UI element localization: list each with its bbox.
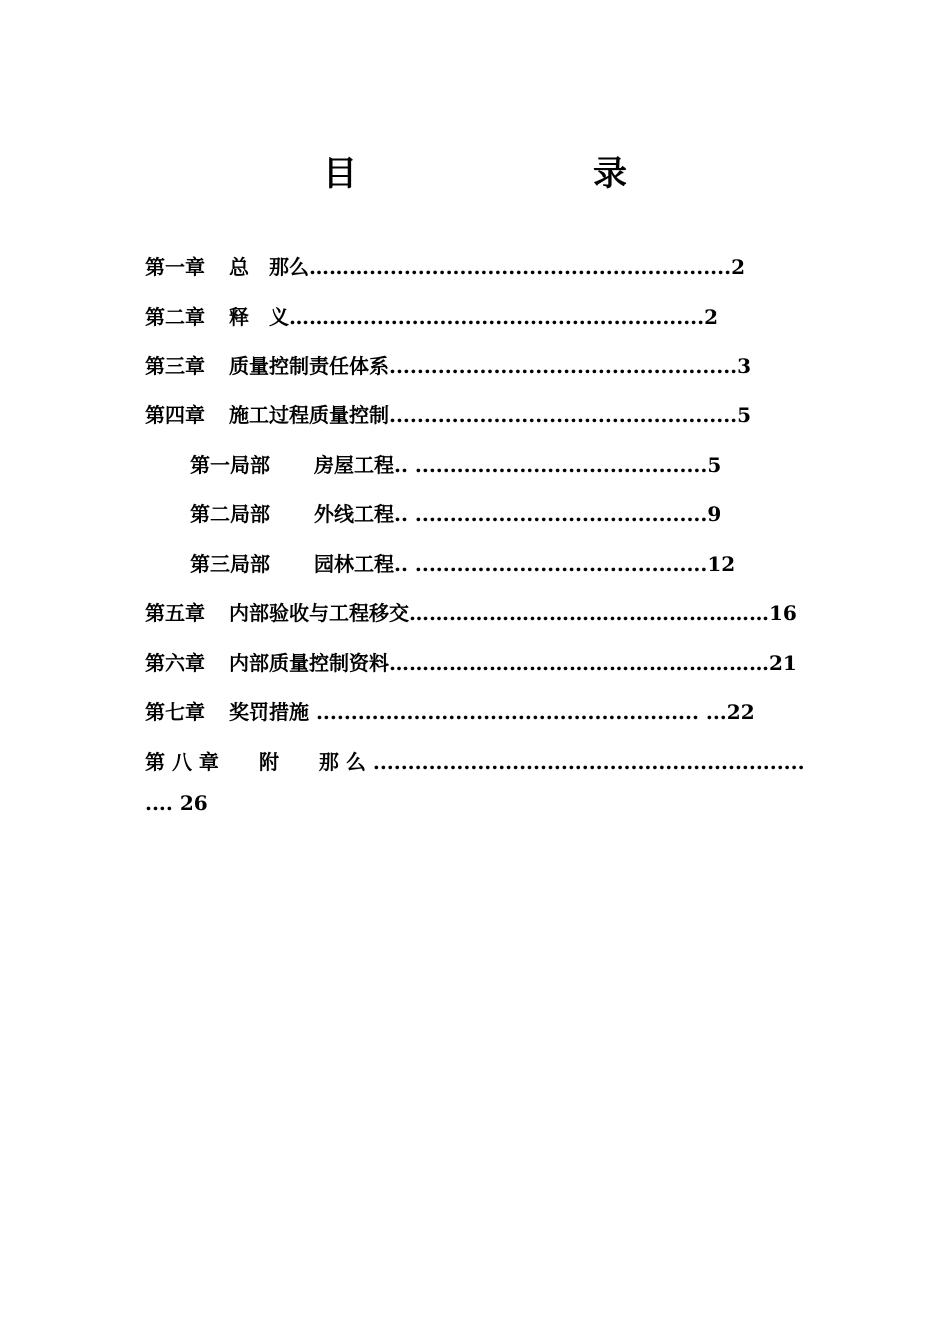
toc-page-number: .... 26 <box>145 791 208 815</box>
toc-heading: 奖罚措施 <box>229 700 309 724</box>
toc-heading: 内部验收与工程移交 <box>229 601 409 625</box>
toc-heading: 质量控制责任体系 <box>229 354 389 378</box>
page-title: 目 录 <box>323 154 683 194</box>
toc-leader: ……….................................................... <box>309 255 732 279</box>
toc-part-label: 第二局部 <box>190 502 270 526</box>
toc-heading: 施工过程质量控制 <box>229 403 389 427</box>
toc-page-number: 2 <box>704 305 719 329</box>
toc-page-number: 21 <box>769 651 797 675</box>
toc-chapter-label: 第 八 章 <box>145 750 219 774</box>
toc-entry-chapter-7[interactable] <box>145 698 755 726</box>
toc-chapter-label: 第七章 <box>145 700 205 724</box>
toc-part-label: 第一局部 <box>190 453 270 477</box>
toc-chapter-label: 第六章 <box>145 651 205 675</box>
toc-heading: 释 义 <box>229 305 289 329</box>
toc-leader: ………................................................... <box>289 305 705 329</box>
toc-leader: .. .......................................... <box>394 552 708 576</box>
toc-entry-chapter-6[interactable] <box>145 649 797 677</box>
toc-entry-chapter-2[interactable] <box>145 303 718 331</box>
toc-chapter-label: 第五章 <box>145 601 205 625</box>
toc-entry-chapter-1[interactable] <box>145 253 745 281</box>
toc-leader: .............................................................. <box>365 750 805 774</box>
toc-chapter-label: 第二章 <box>145 305 205 329</box>
toc-chapter-label: 第一章 <box>145 255 205 279</box>
toc-entry-part-1[interactable] <box>190 451 721 479</box>
toc-page-number: 5 <box>737 403 752 427</box>
toc-part-label: 第三局部 <box>190 552 270 576</box>
toc-heading: 外线工程 <box>314 502 394 526</box>
toc-entry-chapter-3[interactable] <box>145 352 751 380</box>
toc-page-number: 5 <box>707 453 722 477</box>
toc-heading: 园林工程 <box>314 552 394 576</box>
toc-page-number: 2 <box>731 255 745 279</box>
toc-chapter-label: 第四章 <box>145 403 205 427</box>
toc-page-number: 22 <box>726 700 755 724</box>
toc-page-number: 3 <box>737 354 752 378</box>
toc-chapter-label: 第三章 <box>145 354 205 378</box>
toc-heading: 房屋工程 <box>314 453 394 477</box>
toc-page-number: 9 <box>707 502 722 526</box>
toc-entry-chapter-5[interactable] <box>145 599 797 627</box>
toc-entry-chapter-8[interactable] <box>145 748 805 776</box>
toc-entry-chapter-8-continued[interactable] <box>145 789 208 817</box>
toc-leader: ………………………………………………… <box>389 651 769 675</box>
toc-heading: 附 那 么 <box>258 750 366 774</box>
toc-leader: .. .......................................... <box>394 453 708 477</box>
toc-leader: ....................................................... ... <box>309 700 727 724</box>
toc-leader: .. .......................................... <box>394 502 708 526</box>
toc-entry-chapter-4[interactable] <box>145 401 751 429</box>
toc-leader: ……………………………………………… <box>409 601 769 625</box>
toc-heading: 内部质量控制资料 <box>229 651 389 675</box>
toc-page-number: 12 <box>707 552 736 576</box>
toc-entry-part-2[interactable] <box>190 500 721 528</box>
toc-page-number: 16 <box>769 601 797 625</box>
toc-leader: .................................................. <box>389 403 738 427</box>
toc-heading: 总 那么 <box>229 255 309 279</box>
toc-leader: .................................................. <box>389 354 738 378</box>
toc-entry-part-3[interactable] <box>190 550 735 578</box>
